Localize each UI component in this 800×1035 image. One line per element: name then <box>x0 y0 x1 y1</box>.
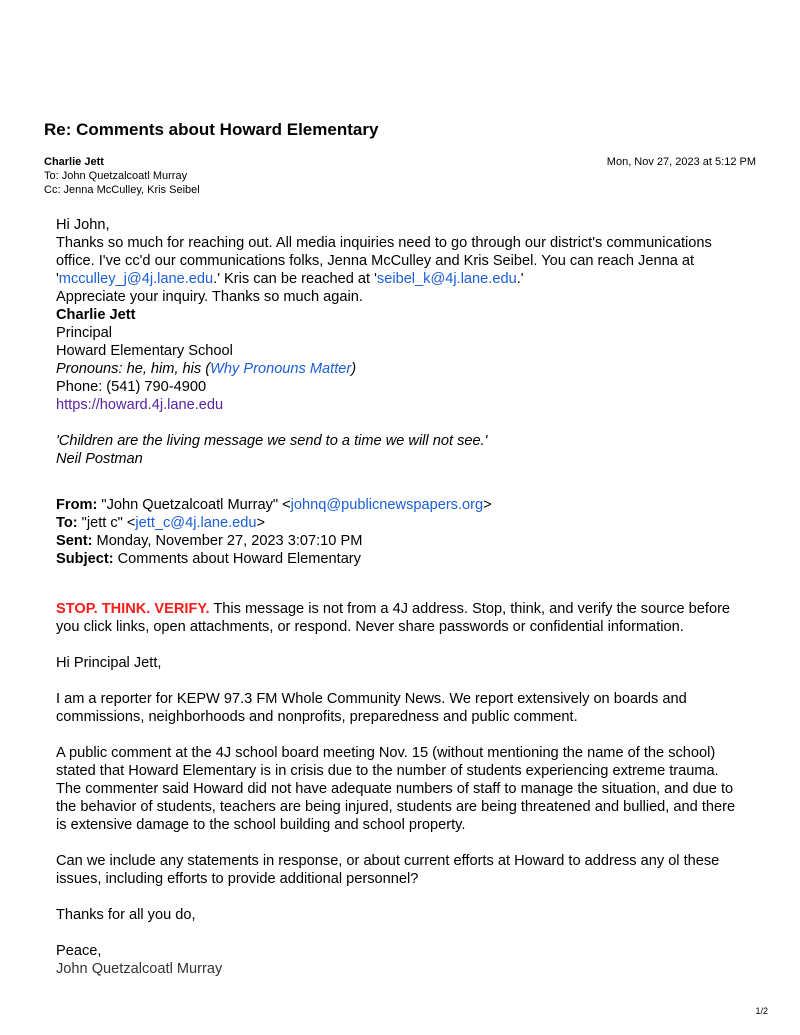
signature-role: Principal <box>56 325 112 341</box>
label: From: <box>56 497 98 513</box>
warning-label: STOP. THINK. VERIFY. <box>56 601 210 617</box>
text: .' <box>516 271 524 287</box>
text: > <box>256 515 266 531</box>
reply-body <box>56 216 746 468</box>
reply-greeting: Hi John, <box>56 217 110 233</box>
text: Thanks so much for reaching out. All media inquiries need to go through our district's communications office. I've cc'd our communications folks, Jenna McCulley and Kris Seibel. You can reach Jenna at ' <box>56 235 712 287</box>
text: > <box>483 497 492 513</box>
signature-quote: 'Children are the living message we send to a time we will not see.' <box>56 433 488 449</box>
signature-name: Charlie Jett <box>56 307 136 323</box>
email-date: Mon, Nov 27, 2023 at 5:12 PM <box>606 156 756 168</box>
label: To: <box>56 515 78 531</box>
signature-phone: Phone: (541) 790-4900 <box>56 379 207 395</box>
to-email-link[interactable]: jett_c@4j.lane.edu <box>135 515 257 531</box>
original-closing: Peace, <box>56 943 102 959</box>
recipient-line: To: John Quetzalcoatl Murray <box>44 170 188 182</box>
subject-line <box>56 550 746 568</box>
signature-pronouns <box>56 360 746 378</box>
text: Comments about Howard Elementary <box>113 551 361 567</box>
label: Subject: <box>56 551 114 567</box>
quote-author: Neil Postman <box>56 451 143 467</box>
original-paragraph-4: Thanks for all you do, <box>56 907 196 923</box>
original-paragraph-1: I am a reporter for KEPW 97.3 FM Whole Community News. We report extensively on boards and commissions, neighborhoods and nonprofits, preparedness and public comment. <box>56 691 687 725</box>
email-link-mcculley[interactable]: mcculley_j@4j.lane.edu <box>58 271 214 287</box>
sender-name: Charlie Jett <box>44 156 104 168</box>
to-line <box>56 514 746 532</box>
text: "jett c" < <box>77 515 136 531</box>
from-email-link[interactable]: johnq@publicnewspapers.org <box>290 497 484 513</box>
school-website-link[interactable]: https://howard.4j.lane.edu <box>56 397 224 413</box>
email-link-seibel[interactable]: seibel_k@4j.lane.edu <box>376 271 517 287</box>
why-pronouns-matter-link[interactable]: Why Pronouns Matter <box>210 361 352 377</box>
original-greeting: Hi Principal Jett, <box>56 655 162 671</box>
external-warning <box>56 600 746 636</box>
signature-school: Howard Elementary School <box>56 343 233 359</box>
reply-paragraph <box>56 234 746 288</box>
text: "John Quetzalcoatl Murray" < <box>97 497 291 513</box>
sent-line <box>56 532 746 550</box>
cc-line: Cc: Jenna McCulley, Kris Seibel <box>44 184 200 196</box>
text: Monday, November 27, 2023 3:07:10 PM <box>92 533 363 549</box>
text: This message is not from a 4J address. Stop, think, and verify the source before you click links, open attachments, or respond. Never share passwords or confidential information. <box>56 601 731 635</box>
original-paragraph-3: Can we include any statements in response, or about current efforts at Howard to address any ol these issues, including efforts to provide additional personnel? <box>56 853 720 887</box>
original-message-header <box>56 496 746 568</box>
original-signature: John Quetzalcoatl Murray <box>56 961 223 977</box>
text: .' Kris can be reached at ' <box>213 271 377 287</box>
label: Sent: <box>56 533 93 549</box>
original-message-body <box>56 600 746 978</box>
page-number: 1/2 <box>755 1006 768 1016</box>
email-subject-title: Re: Comments about Howard Elementary <box>44 120 379 139</box>
text: ) <box>351 361 357 377</box>
original-paragraph-2: A public comment at the 4J school board meeting Nov. 15 (without mentioning the name of the school) stated that Howard Elementary is in crisis due to the number of students experiencing extreme trauma. The commenter said Howard did not have adequate numbers of staff to manage the situation, and due to the behavior of students, teachers are being injured, students are being threatened and bullied, and there is extensive damage to the school building and school property. <box>56 745 736 833</box>
from-line <box>56 496 746 514</box>
reply-thanks: Appreciate your inquiry. Thanks so much again. <box>56 289 363 305</box>
text: Pronouns: he, him, his ( <box>56 361 211 377</box>
